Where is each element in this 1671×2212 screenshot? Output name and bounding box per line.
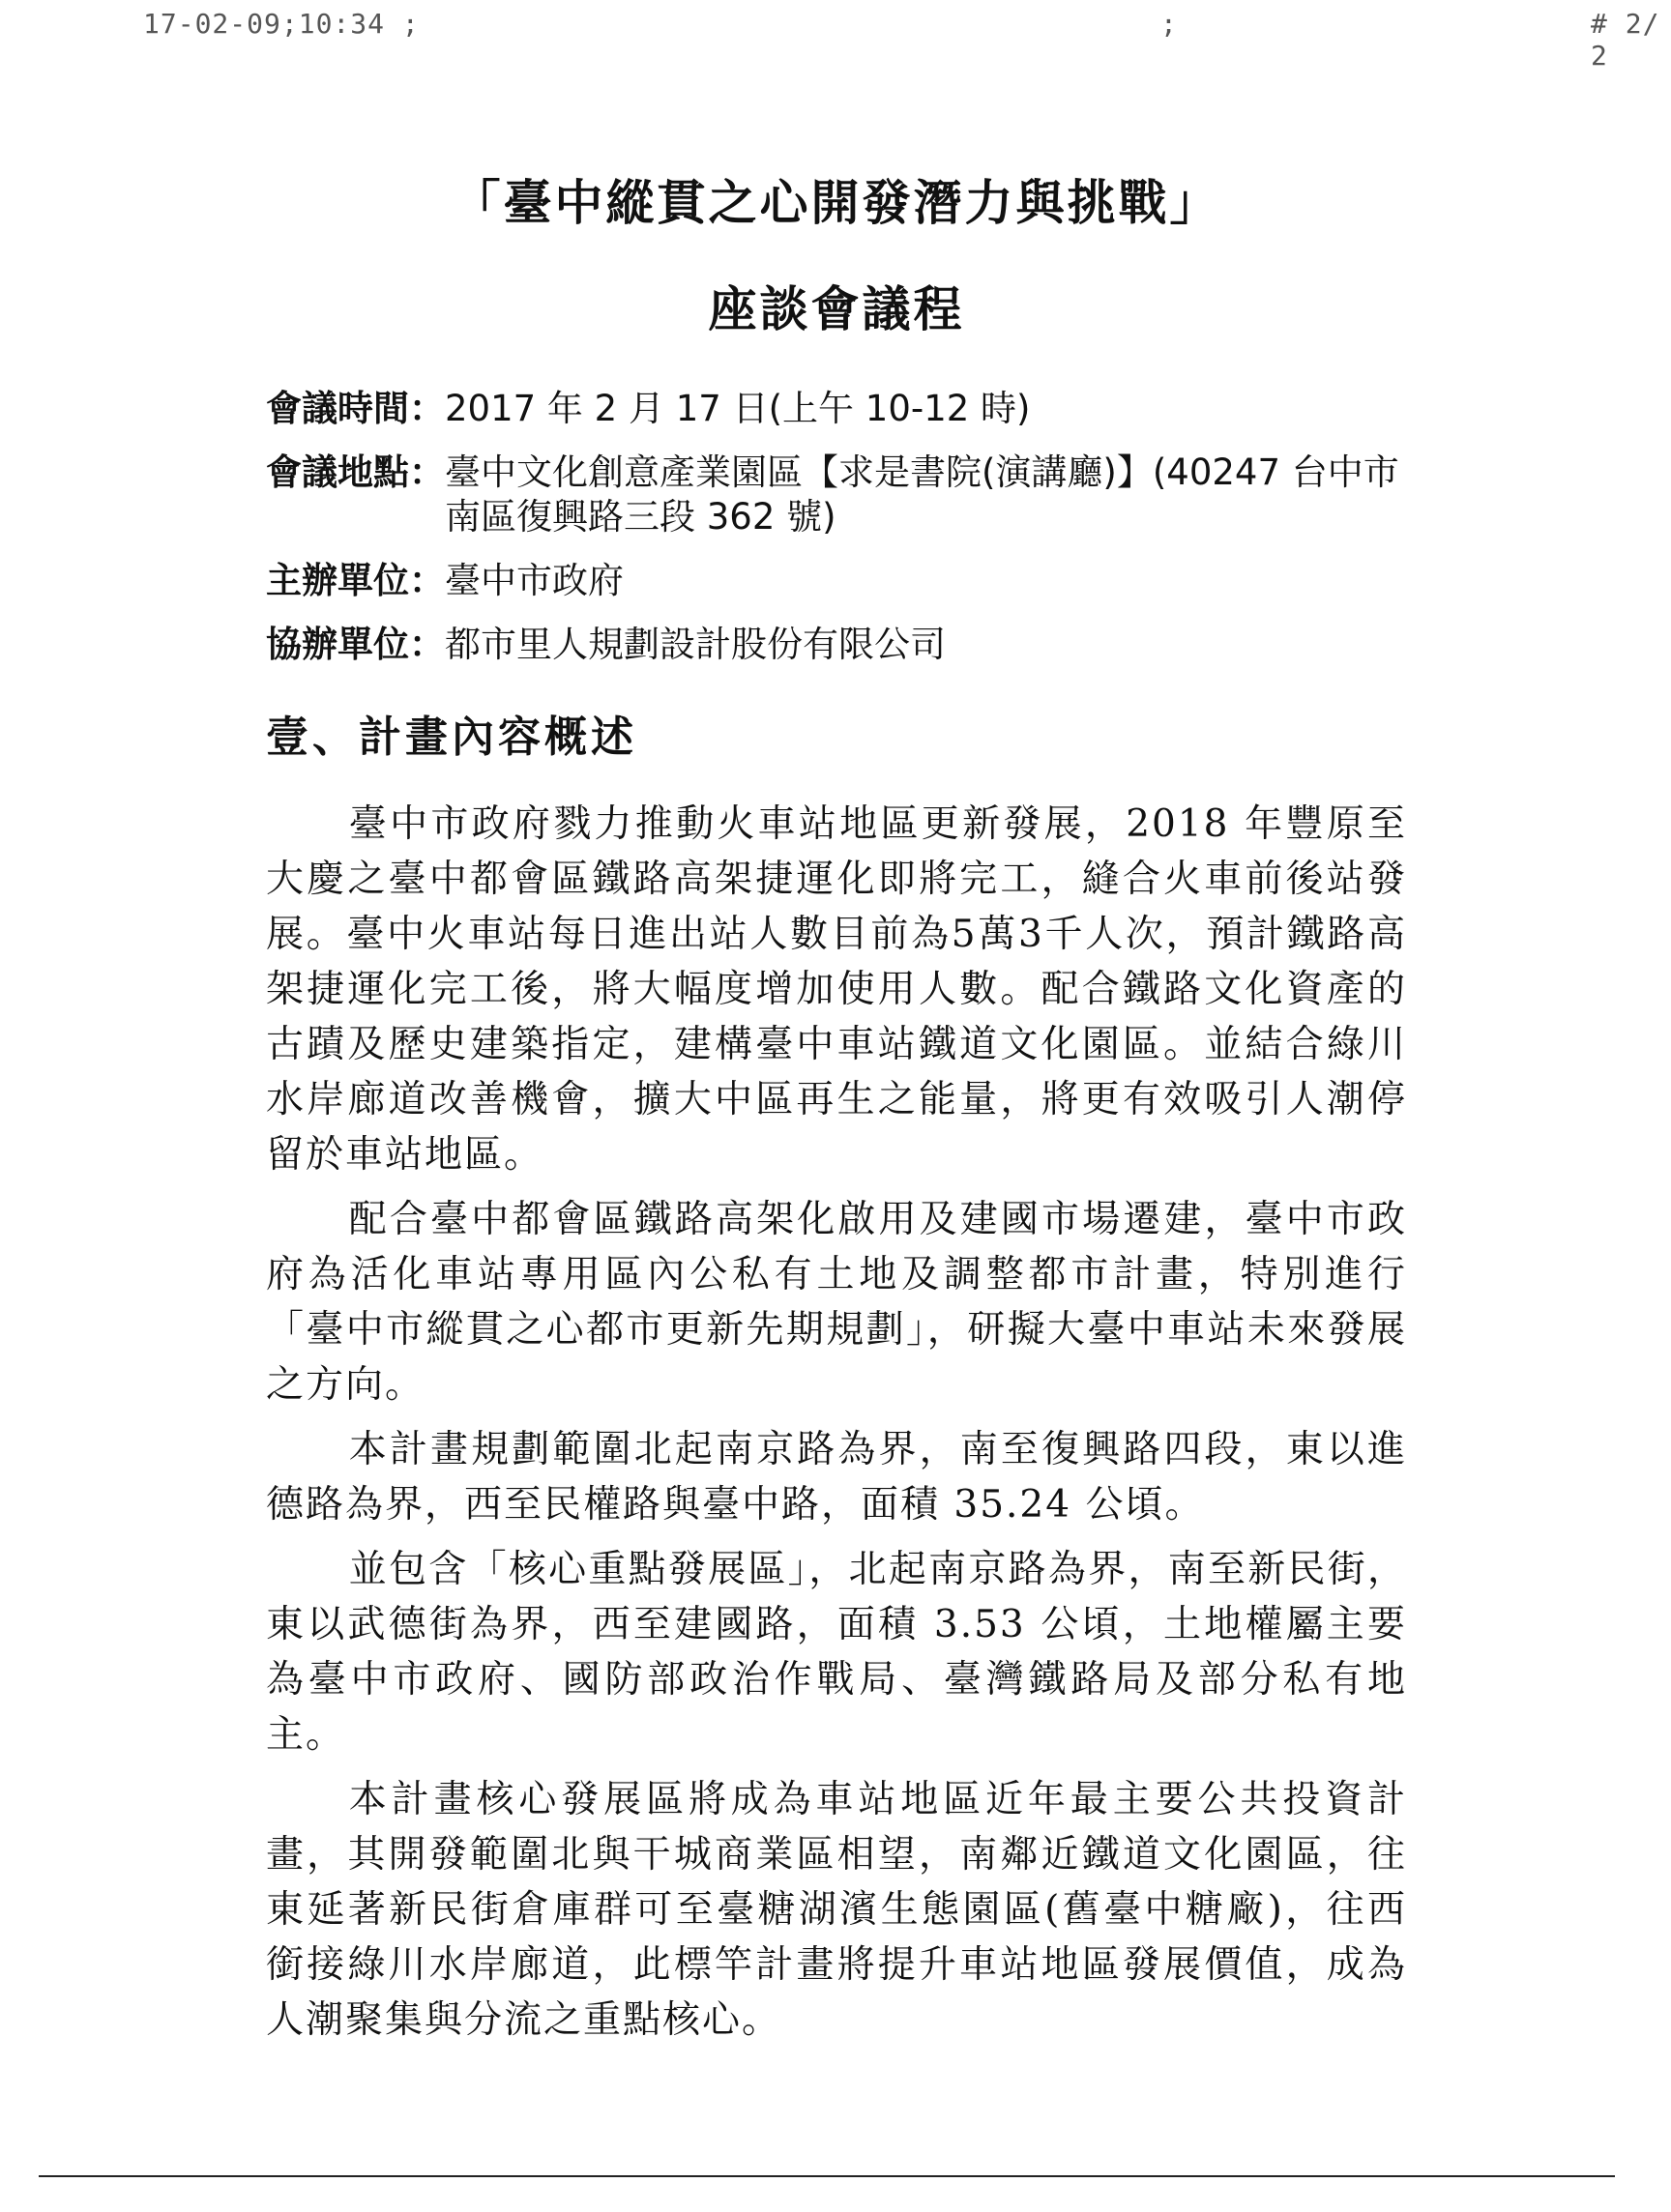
document-page bbox=[266, 164, 1407, 2057]
co-organizer-label: 協辦單位： bbox=[266, 624, 445, 665]
co-organizer-row bbox=[266, 623, 1407, 667]
document-title: 「臺中縱貫之心開發潛力與挑戰」 bbox=[452, 174, 1221, 231]
organizer-value: 臺中市政府 bbox=[445, 560, 624, 601]
fax-timestamp: 17-02-09;10:34 ; bbox=[143, 8, 420, 40]
organizer-row bbox=[266, 559, 1407, 603]
fax-page-number: # 2/ 2 bbox=[1591, 8, 1660, 72]
meeting-time-value: 2017 年 2 月 17 日(上午 10-12 時) bbox=[445, 388, 1031, 429]
meeting-time-row bbox=[266, 387, 1407, 431]
meeting-time-label: 會議時間： bbox=[266, 388, 445, 429]
paragraph: 本計畫核心發展區將成為車站地區近年最主要公共投資計畫，其開發範圍北與干城商業區相望，南鄰近鐵道文化園區，往東延著新民街倉庫群可至臺糖湖濱生態園區(舊臺中糖廠)，往西銜接綠川水岸廊道，此標竿計畫將提升車站地區發展價值，成為人潮聚集與分流之重點核心。 bbox=[266, 1778, 1407, 2042]
co-organizer-value: 都市里人規劃設計股份有限公司 bbox=[445, 624, 946, 665]
meeting-location-value: 臺中文化創意產業園區【求是書院(演講廳)】(40247 台中市南區復興路三段 362 號) bbox=[445, 451, 1399, 538]
fax-header bbox=[0, 8, 1671, 72]
footer-rule bbox=[39, 2175, 1615, 2177]
fax-separator: ; bbox=[1160, 8, 1178, 40]
paragraph: 本計畫規劃範圍北起南京路為界，南至復興路四段，東以進德路為界，西至民權路與臺中路，面積 35.24 公頃。 bbox=[266, 1428, 1407, 1527]
section-heading: 壹、計畫內容概述 bbox=[266, 713, 637, 762]
document-subtitle: 座談會議程 bbox=[708, 280, 965, 337]
paragraph: 臺中市政府戮力推動火車站地區更新發展，2018 年豐原至大慶之臺中都會區鐵路高架捷運化即將完工，縫合火車前後站發展。臺中火車站每日進出站人數目前為5萬3千人次，預計鐵路高架捷運化完工後，將大幅度增加使用人數。配合鐵路文化資產的古蹟及歷史建築指定，建構臺中車站鐵道文化園區。並結合綠川水岸廊道改善機會，擴大中區再生之能量，將更有效吸引人潮停留於車站地區。 bbox=[266, 802, 1407, 1177]
paragraph: 並包含「核心重點發展區」，北起南京路為界，南至新民街，東以武德街為界，西至建國路，面積 3.53 公頃，土地權屬主要為臺中市政府、國防部政治作戰局、臺灣鐵路局及部分私有地主。 bbox=[266, 1548, 1407, 1757]
meeting-location-label: 會議地點： bbox=[266, 451, 445, 493]
organizer-label: 主辦單位： bbox=[266, 560, 445, 601]
paragraph: 配合臺中都會區鐵路高架化啟用及建國市場遷建，臺中市政府為活化車站專用區內公私有土地及調整都市計畫，特別進行「臺中市縱貫之心都市更新先期規劃」，研擬大臺中車站未來發展之方向。 bbox=[266, 1198, 1407, 1407]
meeting-location-row bbox=[266, 451, 1407, 539]
